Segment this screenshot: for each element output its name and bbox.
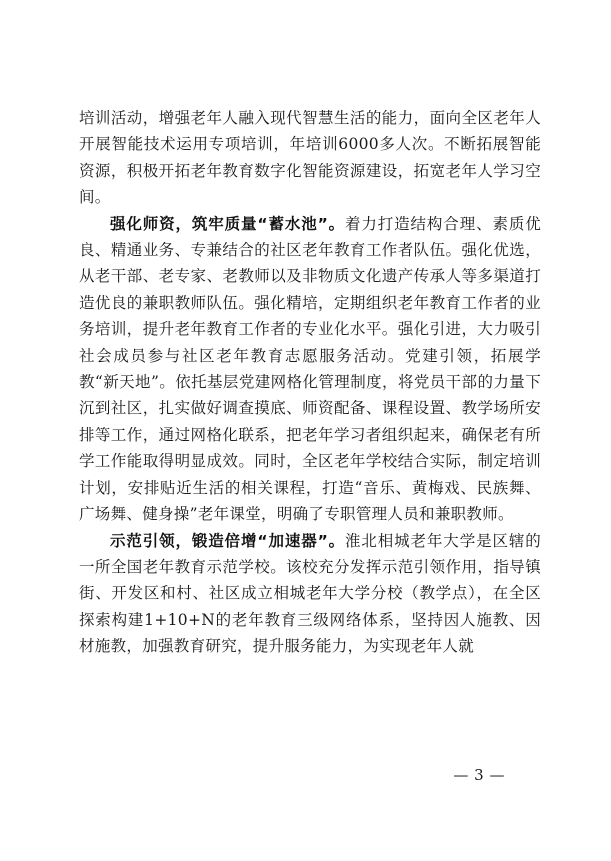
- paragraph-heading: 示范引领，锻造倍增“加速器”。: [110, 531, 346, 550]
- document-body: [79, 105, 541, 660]
- page-number: — 3 —: [453, 766, 505, 784]
- paragraph-text: 淮北相城老年大学是区辖的一所全国老年教育示范学校。该校充分发挥示范引领作用，指导镇街、开发区和村、社区成立相城老年大学分校（教学点），在全区探索构建1+10+N的老年教育三级网络体系，坚持因人施教、因材施教，加强教育研究，提升服务能力，为实现老年人就: [79, 531, 542, 656]
- paragraph-demonstration: [79, 528, 541, 660]
- paragraph-text: 培训活动，增强老年人融入现代智慧生活的能力，面向全区老年人开展智能技术运用专项培训，年培训6000多人次。不断拓展智能资源，积极开拓老年教育数字化智能资源建设，拓宽老年人学习空间。: [79, 109, 541, 207]
- paragraph-teachers: [79, 211, 541, 528]
- paragraph-continuation: [79, 105, 541, 211]
- paragraph-text: 着力打造结构合理、素质优良、精通业务、专兼结合的社区老年教育工作者队伍。强化优选，从老干部、老专家、老教师以及非物质文化遗产传承人等多渠道打造优良的兼职教师队伍。强化精培，定期组织老年教育工作者的业务培训，提升老年教育工作者的专业化水平。强化引进，大力吸引社会成员参与社区老年教育志愿服务活动。党建引领，拓展学教“新天地”。依托基层党建网格化管理制度，将党员干部的力量下沉到社区，扎实做好调查摸底、师资配备、课程设置、教学场所安排等工作，通过网格化联系，把老年学习者组织起来，确保老有所学工作能取得明显成效。同时，全区老年学校结合实际，制定培训计划，安排贴近生活的相关课程，打造“音乐、黄梅戏、民族舞、广场舞、健身操”老年课堂，明确了专职管理人员和兼职教师。: [79, 214, 542, 524]
- paragraph-heading: 强化师资，筑牢质量“蓄水池”。: [110, 214, 346, 233]
